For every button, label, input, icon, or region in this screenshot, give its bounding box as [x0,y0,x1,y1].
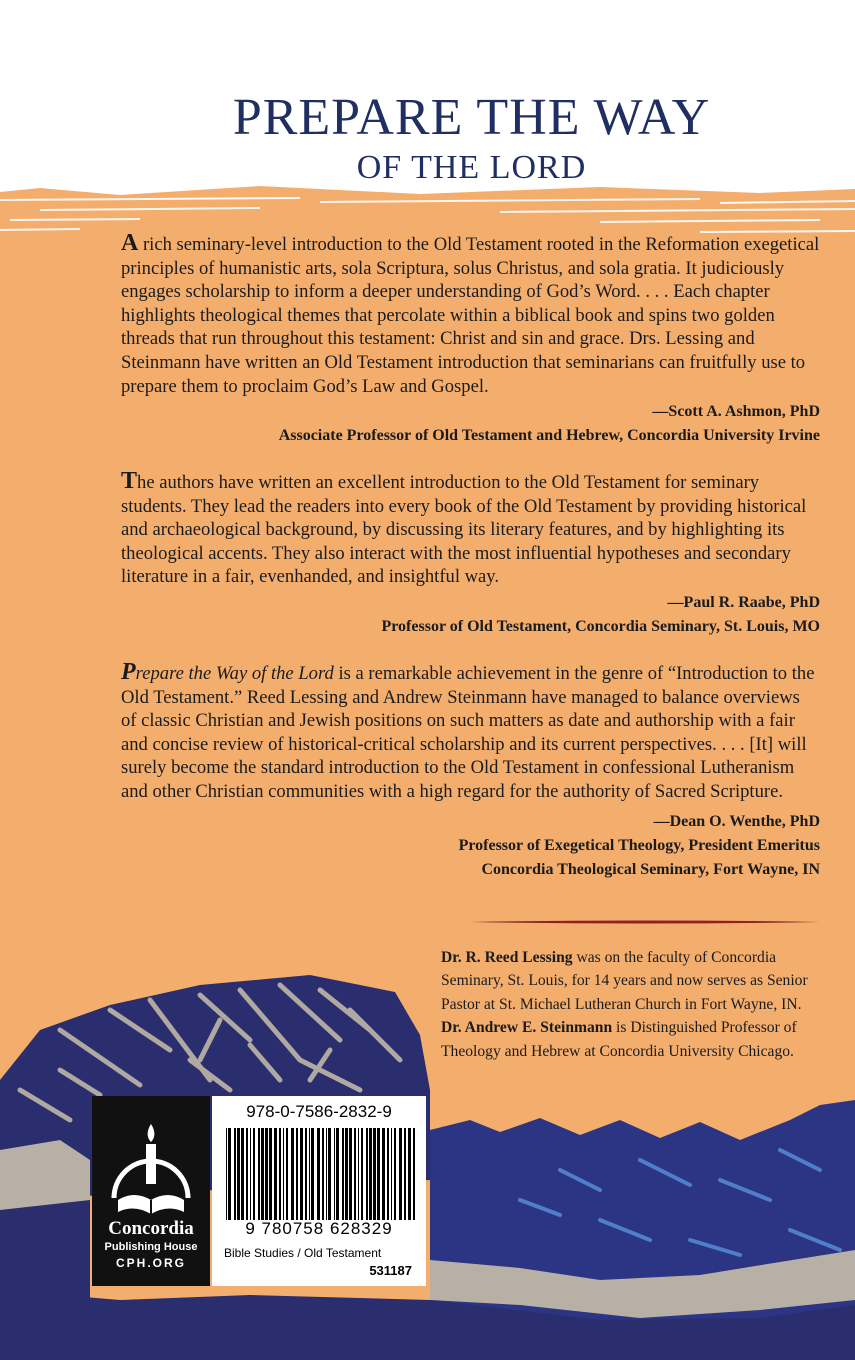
endorsement-author: —Dean O. Wenthe, PhD [653,812,820,830]
barcode-bar [309,1128,310,1220]
barcode-bar [342,1128,344,1220]
endorsement-body: he authors have written an excellent introduction to the Old Testament for seminary students. They lead the readers into every book of the Old Testament by providing historical and archaeological background, by discussing its literary features, and by highlighting its theological accents. They also interact with the most influential hypotheses and secondary literature in a fair, evenhanded, and insightful way. [121,472,807,588]
barcode-bar [399,1128,402,1220]
barcode-bar [336,1128,339,1220]
barcode-bar [373,1128,376,1220]
barcode-bars [226,1128,416,1220]
barcode-bar [369,1128,372,1220]
divider-rule [470,919,820,925]
publisher-logo-icon [92,1116,210,1234]
barcode-block [212,1096,426,1286]
barcode-bar [250,1128,251,1220]
barcode-bar [317,1128,320,1220]
barcode-bar [366,1128,368,1220]
barcode-bar [349,1128,352,1220]
endorsement-text [121,232,820,398]
barcode-bar [391,1128,392,1220]
barcode-bar [387,1128,389,1220]
barcode-bar [283,1128,284,1220]
barcode-bar [311,1128,314,1220]
author-bio [441,946,823,1063]
endorsement-affiliation: Concordia Theological Seminary, Fort Wayne, IN [481,860,820,878]
barcode-bar [279,1128,281,1220]
barcode-bar [261,1128,264,1220]
barcode-bar [274,1128,277,1220]
barcode-bar [241,1128,244,1220]
drop-letter: P [121,659,136,685]
barcode-bar [286,1128,288,1220]
endorsement-2 [121,470,820,639]
endorsement-body: rich seminary-level introduction to the Old Testament rooted in the Reformation exegetical principles of humanistic arts, sola Scriptura, solus Christus, and sola gratia. It judiciously engages scholarship to inform a deeper understanding of God’s Word. . . . Each chapter highlights theological themes that percolate within a biblical book and spins two golden threads that run throughout this testament: Christ and sin and grace. Drs. Lessing and Steinmann have written an Old Testament introduction that seminarians can fruitfully use to prepare them to proclaim God’s Law and Gospel. [121,234,820,397]
barcode-bar [328,1128,331,1220]
drop-letter: A [121,230,139,256]
endorsement-affiliation: Professor of Exegetical Theology, President Emeritus [458,836,820,854]
book-category: Bible Studies / Old Testament [224,1246,382,1260]
barcode-bar [246,1128,248,1220]
isbn-number: 978-0-7586-2832-9 [246,1102,392,1121]
barcode-bar [253,1128,255,1220]
barcode-bar [291,1128,294,1220]
endorsement-affiliation: Associate Professor of Old Testament and Hebrew, Concordia University Irvine [278,427,820,445]
barcode-bar [258,1128,260,1220]
barcode-bar [361,1128,363,1220]
endorsement-3 [121,661,820,882]
publisher-name: Concordia [108,1218,194,1239]
publisher-url: CPH.ORG [115,1256,186,1270]
endorsement-1 [121,232,820,448]
barcode-bar [300,1128,303,1220]
barcode-bar [326,1128,327,1220]
endorsement-body: is a remarkable achievement in the genre of “Introduction to the Old Testament.” Reed Lessing and Andrew Steinmann have managed to balance overviews of classic Christian and Jewish positions on such matters as date and authorship with a fair and concise review of historical-critical scholarship and its current perspectives. . . . [It] will surely become the standard introduction to the Old Testament in confessional Lutheranism and other Christian communities with a high regard for the authority of Sacred Scripture. [121,663,815,802]
barcode-bar [228,1128,231,1220]
publisher-logo-block [92,1096,210,1286]
barcode-bar [377,1128,380,1220]
barcode-bar [305,1128,307,1220]
barcode-bar [394,1128,396,1220]
barcode-bar [296,1128,298,1220]
barcode-bar [345,1128,348,1220]
drop-letter: T [121,468,138,494]
endorsement-book-title: repare the Way of the Lord [135,663,334,684]
barcode-bar [234,1128,236,1220]
bio-text: was on the faculty of Concordia Seminary, St. Louis, for 14 years and now serves as Senior Pastor at St. Michael Lutheran Church in Fort Wayne, IN. [441,949,808,1013]
barcode-bar [358,1128,359,1220]
endorsement-author: —Scott A. Ashmon, PhD [652,403,820,421]
book-subtitle: OF THE LORD [356,149,587,186]
endorsement-text [121,470,820,589]
barcode-bar [334,1128,335,1220]
barcode-digits: 9 780758 628329 [245,1219,393,1238]
barcode-bar [413,1128,415,1220]
barcode-bar [382,1128,385,1220]
barcode-bar [226,1128,227,1220]
book-title: PREPARE THE WAY [232,89,711,146]
endorsement-author: —Paul R. Raabe, PhD [667,593,820,611]
item-number: 531187 [369,1263,412,1278]
barcode-bar [237,1128,240,1220]
publisher-name-sub: Publishing House [104,1241,198,1253]
barcode-bar [404,1128,406,1220]
barcode-bar [322,1128,324,1220]
author-name: Dr. Andrew E. Steinmann [441,1019,613,1037]
barcode-bar [269,1128,272,1220]
author-name: Dr. R. Reed Lessing [441,949,573,966]
barcode-bar [265,1128,268,1220]
barcode-bar [408,1128,411,1220]
bio-text: is Distinguished Professor of Theology and Hebrew at Concordia University Chicago. [441,1019,797,1060]
barcode-bar [354,1128,356,1220]
endorsement-affiliation: Professor of Old Testament, Concordia Seminary, St. Louis, MO [381,617,820,635]
endorsement-text [121,661,820,804]
